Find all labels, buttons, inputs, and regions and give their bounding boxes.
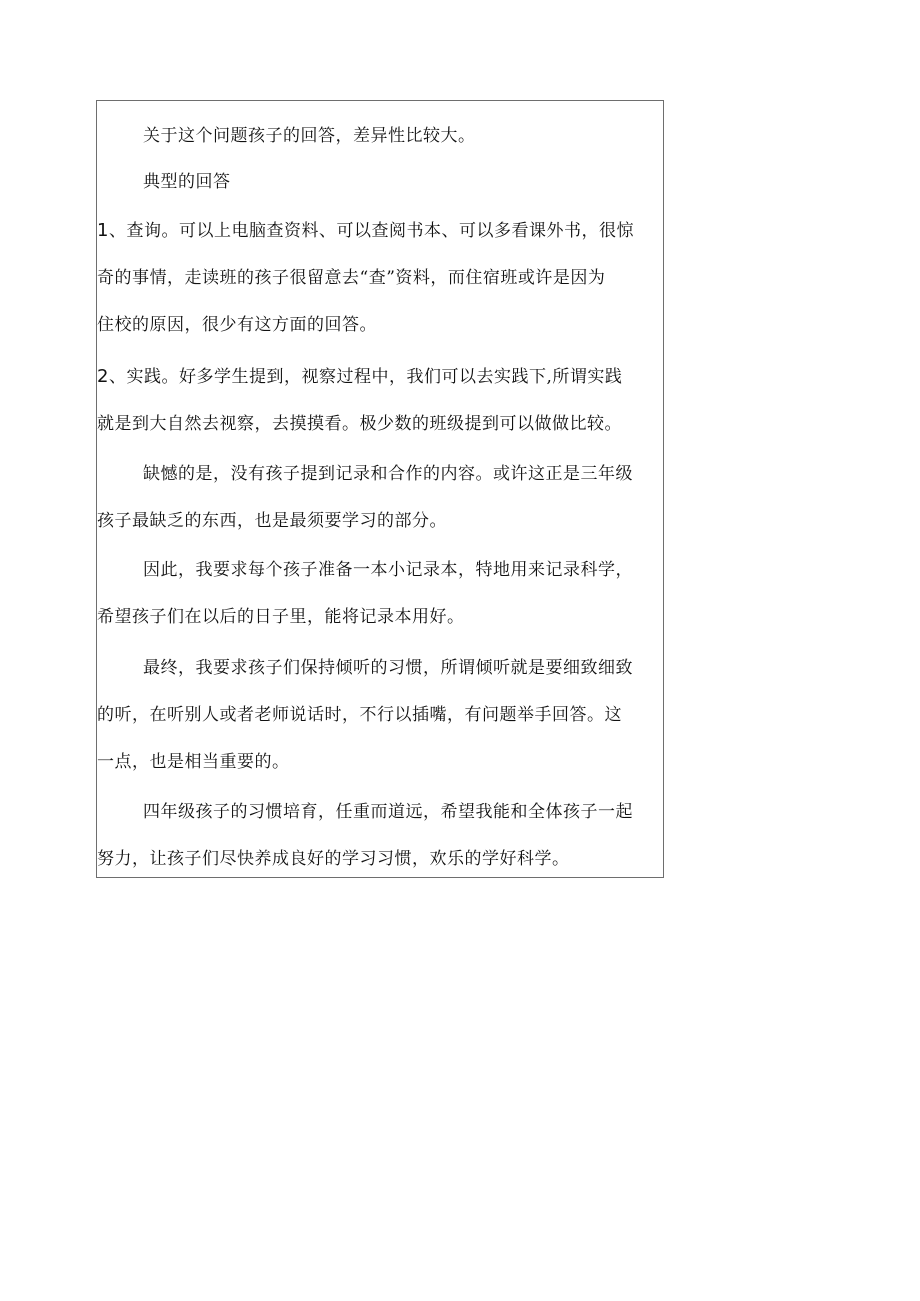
practice-line-2: 就是到大自然去视察，去摸摸看。极少数的班级提到可以做做比较。: [97, 414, 622, 434]
query-line-3: 住校的原因，很少有这方面的回答。: [97, 315, 377, 335]
list-item-query: [97, 207, 665, 349]
listening-line-2: 的听，在听别人或者老师说话时，不行以插嘴，有问题举手回答。这: [97, 705, 622, 725]
intro-paragraph: [97, 113, 711, 160]
notebook-line-2: 希望孩子们在以后的日子里，能将记录本用好。: [97, 607, 465, 627]
intro-line-1: 关于这个问题孩子的回答，差异性比较大。: [143, 126, 476, 146]
list-number-1: 1: [97, 220, 109, 241]
heading-line-1: 典型的回答: [143, 172, 231, 192]
practice-line-1: 、实践。好多学生提到，视察过程中，我们可以去实践下,所谓实践: [108, 367, 623, 387]
typical-answer-heading: [97, 159, 711, 206]
query-line-2: 奇的事情，走读班的孩子很留意去“查”资料，而住宿班或许是因为: [97, 268, 606, 288]
listening-line-1: 最终，我要求孩子们保持倾听的习惯，所谓倾听就是要细致细致: [143, 658, 633, 678]
list-number-2: 2: [97, 366, 109, 387]
closing-line-2: 努力，让孩子们尽快养成良好的学习习惯，欢乐的学好科学。: [97, 849, 570, 869]
notebook-paragraph: [97, 547, 711, 641]
regret-paragraph: [97, 451, 711, 545]
closing-line-1: 四年级孩子的习惯培育，任重而道远，希望我能和全体孩子一起: [143, 802, 633, 822]
notebook-line-1: 因此，我要求每个孩子准备一本小记录本，特地用来记录科学，: [143, 560, 633, 580]
regret-line-2: 孩子最缺乏的东西，也是最须要学习的部分。: [97, 511, 447, 531]
list-item-practice: [97, 353, 665, 448]
listening-paragraph: [97, 645, 711, 786]
query-line-1: 、查询。可以上电脑查资料、可以查阅书本、可以多看课外书，很惊: [108, 221, 634, 241]
listening-line-3: 一点，也是相当重要的。: [97, 752, 290, 772]
closing-paragraph: [97, 789, 711, 883]
text-table-cell: [96, 100, 664, 878]
regret-line-1: 缺憾的是，没有孩子提到记录和合作的内容。或许这正是三年级: [143, 464, 633, 484]
